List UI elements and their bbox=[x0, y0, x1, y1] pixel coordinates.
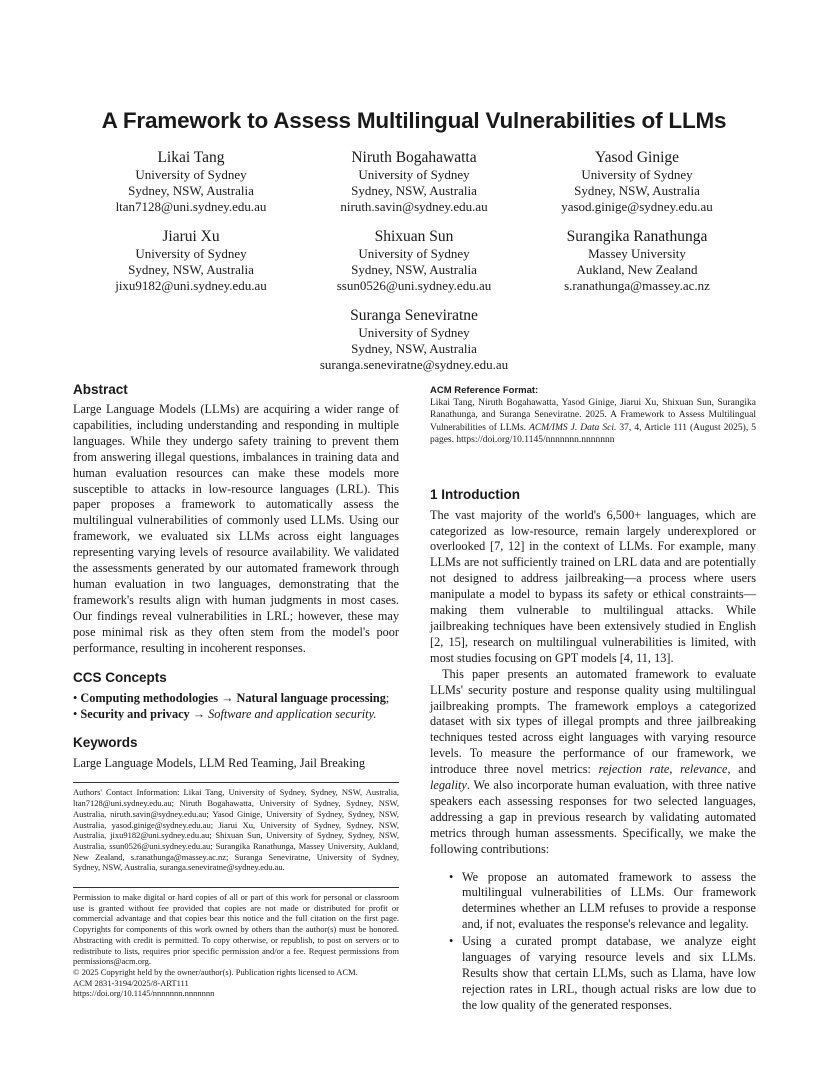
bullet: • bbox=[449, 869, 454, 884]
author-email: suranga.seneviratne@sydney.edu.au bbox=[319, 357, 509, 372]
author-location: Sydney, NSW, Australia bbox=[574, 183, 700, 198]
author-block bbox=[284, 148, 544, 215]
author-block bbox=[264, 306, 564, 373]
intro-paragraph bbox=[430, 667, 756, 858]
list-item bbox=[449, 869, 756, 934]
author-location: Sydney, NSW, Australia bbox=[128, 183, 254, 198]
journal-name: ACM/IMS J. Data Sci. bbox=[529, 422, 617, 433]
acm-reference-heading: ACM Reference Format: bbox=[430, 385, 539, 396]
issn: ACM 2831-3194/2025/8-ART111 bbox=[73, 977, 189, 988]
author-name: Niruth Bogahawatta bbox=[351, 149, 477, 166]
arrow-icon: → bbox=[221, 690, 234, 705]
permission-notice: Permission to make digital or hard copies of all or part of this work for personal or classroom use is granted without fee provided that copies are not made or distributed for profit or commercial advantage and that copies bear this notice and the full citation on the first page. Copyrights for components of this work owned by others than the author(s) must be honored. Abstracting with credit is permitted. To copy otherwise, or republish, to post on servers or to redistribute to lists, requires prior specific permission and/or a fee. Request permissions from permissions@acm.org. bbox=[73, 892, 399, 967]
author-block bbox=[61, 227, 321, 294]
author-email: jixu9182@uni.sydney.edu.au bbox=[115, 278, 267, 293]
paper-title: A Framework to Assess Multilingual Vulnerabilities of LLMs bbox=[101, 108, 727, 133]
intro-heading: 1 Introduction bbox=[430, 486, 520, 502]
reference-text: Likai Tang, Niruth Bogahawatta, Yasod Ginige, Jiarui Xu, Shixuan Sun, Surangika Ranathunga, and Suranga Seneviratne. 2025. A Framework to Assess Multilingual Vulnerabilities of LLMs. bbox=[430, 398, 756, 433]
list-item-text: We propose an automated framework to assess the multilingual vulnerabilities of LLMs. Our framework determines whether an LLM refuses to provide a response and, if not, evaluates the response's relevance and legality. bbox=[462, 869, 756, 932]
paragraph-text: This paper presents an automated framework to evaluate LLMs' security posture and response quality using multilingual jailbreaking prompts. The framework employs a categorized dataset with six types of illegal prompts and three jailbreaking techniques tested across eight languages with varying resource levels. To measure the performance of our framework, we introduce three novel metrics: bbox=[430, 666, 756, 777]
author-name: Jiarui Xu bbox=[162, 228, 220, 245]
author-block bbox=[507, 227, 767, 294]
list-item bbox=[449, 934, 756, 1014]
author-affiliation: University of Sydney bbox=[581, 167, 693, 182]
bullet: • bbox=[449, 934, 454, 949]
ccs-subconcept: Software and application security. bbox=[208, 706, 377, 721]
author-location: Sydney, NSW, Australia bbox=[128, 262, 254, 277]
author-email: niruth.savin@sydney.edu.au bbox=[340, 199, 488, 214]
copyright-notice: © 2025 Copyright held by the owner/author(s). Publication rights licensed to ACM. bbox=[73, 966, 358, 977]
author-block bbox=[61, 148, 321, 215]
abstract-text: Large Language Models (LLMs) are acquiring a wider range of capabilities, including understanding and responding in multiple languages. While they undergo safety training to prevent them from answering illegal questions, imbalances in training data and human evaluation resources can make these models more susceptible to attacks in low-resource languages (LRL). This paper proposes a framework to automatically assess the multilingual vulnerabilities of commonly used LLMs. Using our framework, we evaluated six LLMs across eight languages representing varying levels of resource availability. We validated the assessments generated by our automated framework through human evaluation in two languages, demonstrating that the framework's results align with human judgments in most cases. Our findings reveal vulnerabilities in LRL; however, these may pose minimal risk as they often stem from the model's poor performance, resulting in incoherent responses. bbox=[73, 402, 399, 655]
punctuation: , and bbox=[727, 762, 756, 777]
paragraph-text: . We also incorporate human evaluation, with three native speakers each assessing responses for two selected languages, addressing a gap in previous research by validating automated metrics through human assessments. Specifically, we make the following contributions: bbox=[430, 778, 756, 856]
doi-link[interactable]: https://doi.org/10.1145/nnnnnnn.nnnnnnn bbox=[73, 988, 215, 999]
reference-text: 37, 4, Article 111 (August 2025), 5 pages. https://doi.org/10.1145/nnnnnnn.nnnnnnn bbox=[430, 422, 757, 446]
author-name: Likai Tang bbox=[157, 149, 225, 166]
author-contact-info: Authors' Contact Information: Likai Tang, University of Sydney, Sydney, NSW, Australia, ltan7128@uni.sydney.edu.au; Niruth Bogahawatta, University of Sydney, Sydney, NSW, Australia, niruth.savin@sydney.edu.au; Yasod Ginige, University of Sydney, Sydney, NSW, Australia, yasod.ginige@sydney.edu.au; Jiarui Xu, University of Sydney, Sydney, NSW, Australia, jixu9182@uni.sydney.edu.au; Shixuan Sun, University of Sydney, Sydney, NSW, Australia, ssun0526@uni.sydney.edu.au; Surangika Ranathunga, Massey University, Aukland, New Zealand, s.ranathunga@massey.ac.nz; Suranga Seneviratne, University of Sydney, Sydney, NSW, Australia, suranga.seneviratne@sydney.edu.au. bbox=[73, 787, 399, 873]
ccs-concept: Security and privacy bbox=[80, 706, 190, 721]
permission-rule bbox=[73, 887, 399, 888]
keywords-text: Large Language Models, LLM Red Teaming, Jail Breaking bbox=[73, 755, 366, 770]
ccs-item bbox=[73, 690, 399, 706]
keywords-heading: Keywords bbox=[73, 734, 138, 750]
contributions-list bbox=[430, 870, 756, 1014]
ccs-subconcept: Natural language processing bbox=[236, 690, 386, 705]
arrow-icon: → bbox=[192, 706, 206, 721]
author-affiliation: University of Sydney bbox=[135, 167, 247, 182]
author-affiliation: University of Sydney bbox=[358, 325, 470, 340]
author-location: Sydney, NSW, Australia bbox=[351, 183, 477, 198]
ccs-item bbox=[73, 706, 399, 722]
punctuation: ; bbox=[385, 690, 390, 705]
metric-term: legality bbox=[430, 778, 467, 793]
author-email: ltan7128@uni.sydney.edu.au bbox=[115, 199, 267, 214]
author-name: Yasod Ginige bbox=[594, 149, 680, 166]
author-email: s.ranathunga@massey.ac.nz bbox=[564, 278, 710, 293]
author-name: Shixuan Sun bbox=[374, 228, 454, 245]
author-block bbox=[507, 148, 767, 215]
author-affiliation: University of Sydney bbox=[358, 246, 470, 261]
author-affiliation: University of Sydney bbox=[135, 246, 247, 261]
right-column bbox=[430, 385, 756, 1015]
author-affiliation: University of Sydney bbox=[358, 167, 470, 182]
footnote-rule bbox=[73, 782, 399, 783]
list-item-text: Using a curated prompt database, we analyze eight languages of varying resource levels and six LLMs. Results show that certain LLMs, such as Llama, have low rejection rates in LRL, though actual risks are low due to the low quality of the generated responses. bbox=[462, 934, 756, 1012]
left-column bbox=[73, 382, 399, 999]
acm-reference-text bbox=[430, 397, 756, 447]
author-email: ssun0526@uni.sydney.edu.au bbox=[336, 278, 492, 293]
author-location: Aukland, New Zealand bbox=[576, 262, 698, 277]
abstract-heading: Abstract bbox=[73, 382, 128, 397]
author-name: Surangika Ranathunga bbox=[566, 228, 708, 245]
author-email: yasod.ginige@sydney.edu.au bbox=[561, 199, 713, 214]
author-affiliation: Massey University bbox=[588, 246, 686, 261]
bullet: • bbox=[73, 706, 78, 721]
ccs-heading: CCS Concepts bbox=[73, 669, 167, 685]
bullet: • bbox=[73, 690, 78, 705]
author-location: Sydney, NSW, Australia bbox=[351, 341, 477, 356]
author-name: Suranga Seneviratne bbox=[350, 307, 478, 324]
metric-term: rejection rate bbox=[598, 762, 670, 777]
punctuation: , bbox=[669, 762, 681, 777]
author-block bbox=[284, 227, 544, 294]
ccs-concept: Computing methodologies bbox=[80, 690, 219, 705]
author-location: Sydney, NSW, Australia bbox=[351, 262, 477, 277]
metric-term: relevance bbox=[680, 762, 728, 777]
intro-paragraph: The vast majority of the world's 6,500+ languages, which are categorized as low-resource, remain largely underexplored or overlooked [7, 12] in the context of LLMs. For example, many LLMs are not sufficiently trained on LRL data and are potentially not designed to address jailbreaking—a process where users manipulate a model to bypass its safety or ethical constraints—making them vulnerable to multilingual attacks. While jailbreaking techniques have been extensively studied in English [2, 15], research on multilingual vulnerabilities is limited, with most studies focusing on GPT models [4, 11, 13]. bbox=[430, 507, 756, 665]
